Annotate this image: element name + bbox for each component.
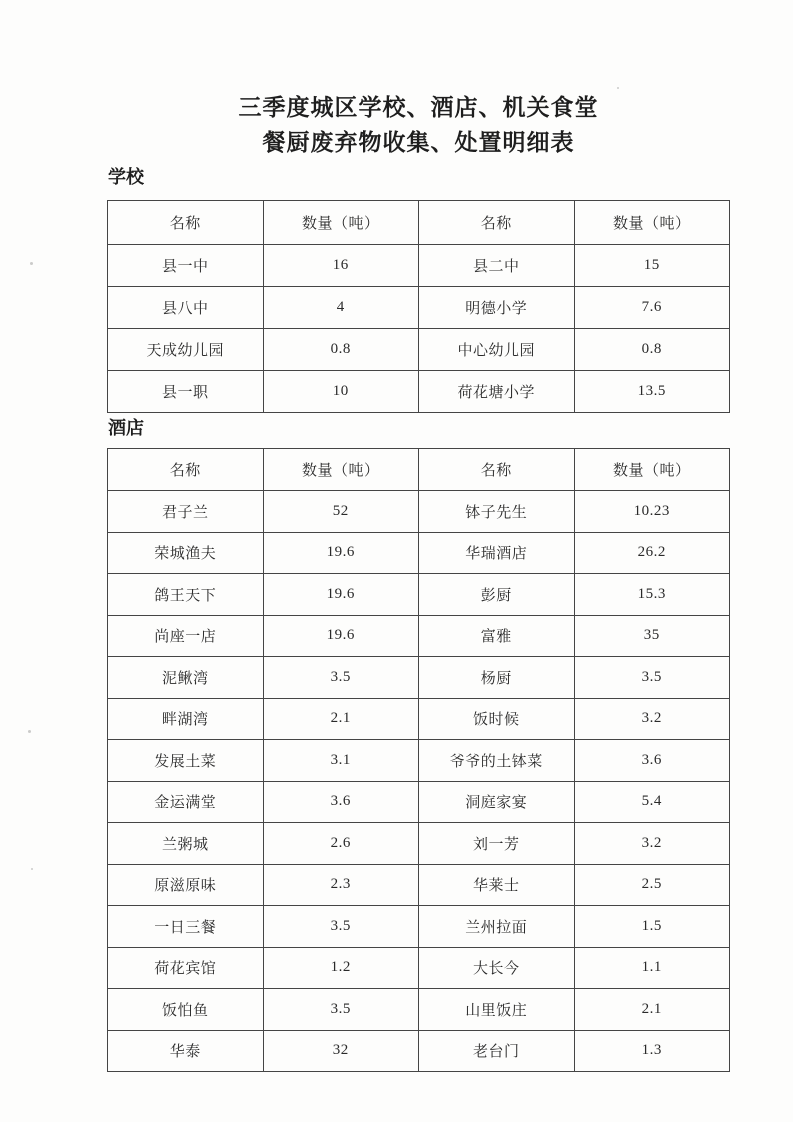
name-cell: 山里饭庄: [419, 989, 575, 1031]
name-cell: 华泰: [108, 1030, 264, 1072]
column-header: 数量（吨）: [263, 201, 419, 245]
quantity-cell: 3.1: [263, 740, 419, 782]
hotels-table: [107, 448, 730, 1072]
name-cell: 饭时候: [419, 698, 575, 740]
quantity-cell: 2.1: [574, 989, 730, 1031]
name-cell: 尚座一店: [108, 615, 264, 657]
quantity-cell: 3.5: [263, 657, 419, 699]
name-cell: 洞庭家宴: [419, 781, 575, 823]
column-header: 名称: [419, 449, 575, 491]
column-header: 数量（吨）: [574, 201, 730, 245]
table-row: [108, 864, 730, 906]
scan-speck: [31, 868, 33, 870]
quantity-cell: 13.5: [574, 371, 730, 413]
quantity-cell: 35: [574, 615, 730, 657]
name-cell: 荷花宾馆: [108, 947, 264, 989]
table-row: [108, 740, 730, 782]
table-row: [108, 906, 730, 948]
quantity-cell: 15.3: [574, 574, 730, 616]
quantity-cell: 3.5: [263, 906, 419, 948]
table-row: [108, 823, 730, 865]
quantity-cell: 3.6: [263, 781, 419, 823]
quantity-cell: 19.6: [263, 574, 419, 616]
name-cell: 兰粥城: [108, 823, 264, 865]
name-cell: 畔湖湾: [108, 698, 264, 740]
quantity-cell: 2.1: [263, 698, 419, 740]
table-row: [108, 947, 730, 989]
table-row: [108, 657, 730, 699]
name-cell: 一日三餐: [108, 906, 264, 948]
document-title-line2: 餐厨废弃物收集、处置明细表: [262, 130, 575, 155]
name-cell: 鸽王天下: [108, 574, 264, 616]
table-row: [108, 615, 730, 657]
quantity-cell: 26.2: [574, 532, 730, 574]
name-cell: 天成幼儿园: [108, 329, 264, 371]
name-cell: 富雅: [419, 615, 575, 657]
name-cell: 华瑞酒店: [419, 532, 575, 574]
scan-speck: [30, 262, 33, 265]
table-row: [108, 781, 730, 823]
scan-speck: [617, 87, 619, 89]
quantity-cell: 2.5: [574, 864, 730, 906]
quantity-cell: 3.6: [574, 740, 730, 782]
quantity-cell: 7.6: [574, 287, 730, 329]
quantity-cell: 3.5: [574, 657, 730, 699]
name-cell: 老台门: [419, 1030, 575, 1072]
quantity-cell: 1.3: [574, 1030, 730, 1072]
quantity-cell: 4: [263, 287, 419, 329]
quantity-cell: 52: [263, 491, 419, 533]
table-row: [108, 574, 730, 616]
name-cell: 明德小学: [419, 287, 575, 329]
quantity-cell: 19.6: [263, 615, 419, 657]
table-row: [108, 329, 730, 371]
name-cell: 县八中: [108, 287, 264, 329]
name-cell: 县二中: [419, 245, 575, 287]
column-header: 数量（吨）: [574, 449, 730, 491]
name-cell: 君子兰: [108, 491, 264, 533]
name-cell: 爷爷的土钵菜: [419, 740, 575, 782]
name-cell: 县一中: [108, 245, 264, 287]
name-cell: 荣城渔夫: [108, 532, 264, 574]
quantity-cell: 15: [574, 245, 730, 287]
document-title: [107, 90, 730, 160]
quantity-cell: 0.8: [574, 329, 730, 371]
header-row: [108, 201, 730, 245]
table-row: [108, 245, 730, 287]
name-cell: 荷花塘小学: [419, 371, 575, 413]
schools-table: [107, 200, 730, 413]
table-row: [108, 698, 730, 740]
column-header: 数量（吨）: [263, 449, 419, 491]
quantity-cell: 10.23: [574, 491, 730, 533]
column-header: 名称: [108, 201, 264, 245]
name-cell: 泥鳅湾: [108, 657, 264, 699]
quantity-cell: 1.1: [574, 947, 730, 989]
name-cell: 彭厨: [419, 574, 575, 616]
document-title-line1: 三季度城区学校、酒店、机关食堂: [238, 95, 599, 120]
table-row: [108, 287, 730, 329]
table-row: [108, 532, 730, 574]
column-header: 名称: [419, 201, 575, 245]
quantity-cell: 2.6: [263, 823, 419, 865]
quantity-cell: 32: [263, 1030, 419, 1072]
section-label-schools: 学校: [108, 167, 144, 187]
scan-speck: [28, 730, 31, 733]
quantity-cell: 3.2: [574, 823, 730, 865]
name-cell: 钵子先生: [419, 491, 575, 533]
quantity-cell: 2.3: [263, 864, 419, 906]
quantity-cell: 3.5: [263, 989, 419, 1031]
name-cell: 发展土菜: [108, 740, 264, 782]
name-cell: 杨厨: [419, 657, 575, 699]
name-cell: 华莱士: [419, 864, 575, 906]
name-cell: 原滋原味: [108, 864, 264, 906]
name-cell: 刘一芳: [419, 823, 575, 865]
name-cell: 兰州拉面: [419, 906, 575, 948]
quantity-cell: 0.8: [263, 329, 419, 371]
quantity-cell: 3.2: [574, 698, 730, 740]
table-row: [108, 371, 730, 413]
quantity-cell: 5.4: [574, 781, 730, 823]
table-row: [108, 989, 730, 1031]
name-cell: 大长今: [419, 947, 575, 989]
table-row: [108, 491, 730, 533]
name-cell: 中心幼儿园: [419, 329, 575, 371]
quantity-cell: 1.2: [263, 947, 419, 989]
table-row: [108, 1030, 730, 1072]
column-header: 名称: [108, 449, 264, 491]
section-label-hotels: 酒店: [108, 418, 144, 438]
quantity-cell: 10: [263, 371, 419, 413]
quantity-cell: 1.5: [574, 906, 730, 948]
header-row: [108, 449, 730, 491]
name-cell: 县一职: [108, 371, 264, 413]
name-cell: 饭怕鱼: [108, 989, 264, 1031]
name-cell: 金运满堂: [108, 781, 264, 823]
quantity-cell: 19.6: [263, 532, 419, 574]
quantity-cell: 16: [263, 245, 419, 287]
